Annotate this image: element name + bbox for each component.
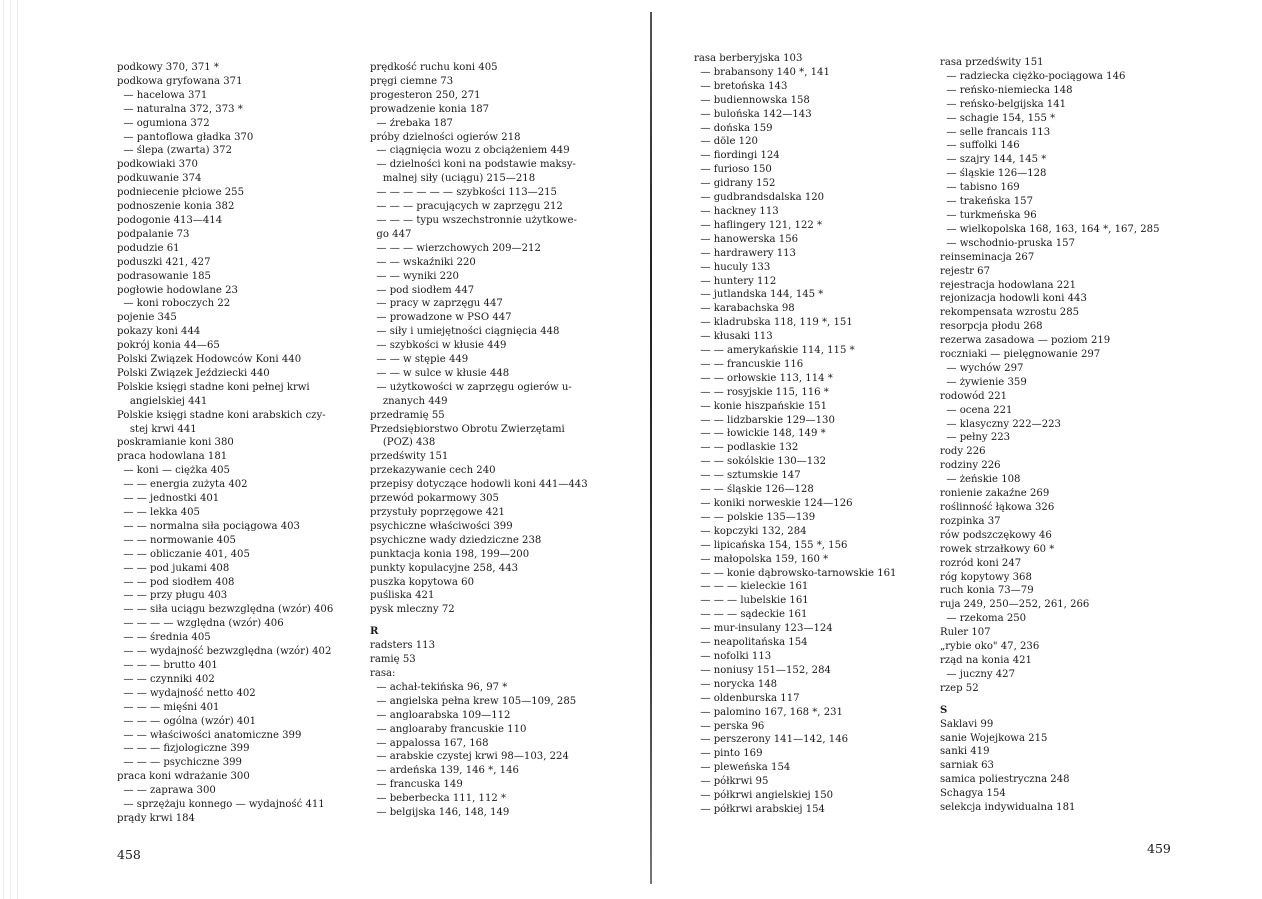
index-entry: — angielska pełna krew 105—109, 285 — [370, 695, 577, 707]
index-entry: — haflingery 121, 122 * — [694, 219, 823, 231]
index-entry: — hacelowa 371 — [117, 89, 208, 101]
index-entry: — dońska 159 — [694, 122, 773, 134]
index-entry: — koni — ciężka 405 — [117, 465, 230, 477]
index-entry: ruch konia 73—79 — [940, 585, 1034, 597]
index-entry: — francuska 149 — [370, 779, 463, 791]
index-entry: podniecenie płciowe 255 — [117, 187, 245, 199]
index-entry: — — — typu wszechstronnie użytkowe- — [370, 214, 577, 226]
index-entry: psychiczne wady dziedziczne 238 — [370, 534, 542, 546]
index-entry: — śląskie 126—128 — [940, 168, 1047, 180]
index-entry: podogonie 413—414 — [117, 214, 223, 226]
index-entry: — noniusy 151—152, 284 — [694, 664, 831, 676]
index-entry: stej krwi 441 — [117, 423, 197, 435]
index-entry: — sprzężaju konnego — wydajność 411 — [117, 799, 325, 811]
index-entry: — — — ogólna (wzór) 401 — [117, 715, 257, 727]
index-entry: — angloarabska 109—112 — [370, 709, 511, 721]
index-entry: — suffolki 146 — [940, 140, 1020, 152]
index-entry: — — czynniki 402 — [117, 673, 215, 685]
index-entry: — — łowickie 148, 149 * — [694, 428, 826, 440]
index-entry: — — jednostki 401 — [117, 493, 220, 505]
index-entry: — schagie 154, 155 * — [940, 112, 1056, 124]
index-entry: — — przy pługu 403 — [117, 590, 228, 602]
index-entry: — ślepa (zwarta) 372 — [117, 145, 233, 157]
index-entry: przedramię 55 — [370, 409, 445, 421]
index-entry: — oldenburska 117 — [694, 692, 800, 704]
index-entry: — furioso 150 — [694, 164, 772, 176]
index-entry: Schagya 154 — [940, 788, 1006, 800]
index-entry: — radziecka ciężko-pociągowa 146 — [940, 70, 1126, 82]
index-entry: — pod siodłem 447 — [370, 284, 475, 296]
index-entry: podudzie 61 — [117, 242, 180, 254]
index-entry: — angloaraby francuskie 110 — [370, 723, 527, 735]
index-entry: — naturalna 372, 373 * — [117, 103, 243, 115]
index-entry: Polski Związek Jeździecki 440 — [117, 367, 270, 379]
index-entry: rejonizacja hodowli koni 443 — [940, 293, 1087, 305]
index-entry: rozród koni 247 — [940, 557, 1022, 569]
index-entry: — — w sulce w kłusie 448 — [370, 367, 510, 379]
index-entry: radsters 113 — [370, 640, 435, 652]
index-entry: — — polskie 135—139 — [694, 511, 816, 523]
index-entry: rozpinka 37 — [940, 515, 1001, 527]
index-entry: — koni roboczych 22 — [117, 298, 231, 310]
index-entry: — wschodnio-pruska 157 — [940, 237, 1076, 249]
index-entry: — — wydajność bezwzględna (wzór) 402 — [117, 646, 332, 658]
page-edge-shadow — [0, 0, 22, 899]
index-entry: podnoszenie konia 382 — [117, 201, 235, 213]
index-entry: prądy krwi 184 — [117, 812, 195, 824]
index-entry: — — zaprawa 300 — [117, 785, 216, 797]
section-letter-r: R — [370, 626, 379, 638]
index-entry: — jutlandska 144, 145 * — [694, 289, 824, 301]
index-entry: — — — — — — szybkości 113—215 — [370, 187, 557, 199]
index-entry: przystuły poprzęgowe 421 — [370, 507, 505, 518]
index-entry: — palomino 167, 168 *, 231 — [694, 706, 843, 718]
index-entry: praca hodowlana 181 — [117, 451, 228, 463]
index-entry: — budiennowska 158 — [694, 94, 810, 106]
index-entry: — ogumiona 372 — [117, 117, 210, 129]
index-entry: samica poliestryczna 248 — [940, 774, 1070, 786]
index-entry: rejestracja hodowlana 221 — [940, 279, 1076, 291]
index-entry: — brabansony 140 *, 141 — [694, 66, 830, 78]
index-entry: — reńsko-niemiecka 148 — [940, 84, 1073, 96]
index-entry: rejestr 67 — [940, 265, 991, 277]
index-entry: puśliska 421 — [370, 590, 435, 602]
index-entry: — döle 120 — [694, 136, 758, 148]
index-entry: — — — mięśni 401 — [117, 701, 220, 713]
index-entry: przepisy dotyczące hodowli koni 441—443 — [370, 479, 588, 491]
index-entry: — szajry 144, 145 * — [940, 154, 1047, 166]
index-entry: — kłusaki 113 — [694, 331, 773, 343]
index-entry: Polskie księgi stadne koni arabskich czy- — [117, 409, 326, 421]
index-entry: — szybkości w kłusie 449 — [370, 340, 507, 352]
index-entry: punkty kopulacyjne 258, 443 — [370, 562, 519, 574]
index-entry: poskramianie koni 380 — [117, 437, 234, 449]
index-entry: — — — fizjologiczne 399 — [117, 743, 250, 755]
index-entry: — belgijska 146, 148, 149 — [370, 807, 510, 819]
index-entry: — — podlaskie 132 — [694, 442, 799, 454]
index-entry: — użytkowości w zaprzęgu ogierów u- — [370, 381, 572, 393]
index-entry: — — sztumskie 147 — [694, 470, 801, 482]
index-entry: — półkrwi 95 — [694, 776, 769, 788]
index-entry: — — rosyjskie 115, 116 * — [694, 386, 829, 398]
index-entry: — — sokólskie 130—132 — [694, 456, 827, 468]
index-entry: przewód pokarmowy 305 — [370, 493, 499, 505]
index-entry: — — — pracujących w zaprzęgu 212 — [370, 201, 563, 213]
index-entry: — — — sądeckie 161 — [694, 609, 808, 621]
index-entry: — — w stępie 449 — [370, 354, 469, 366]
index-entry: przekazywanie cech 240 — [370, 465, 496, 477]
index-entry: — ardeńska 139, 146 *, 146 — [370, 765, 519, 777]
index-entry: — pleweńska 154 — [694, 762, 791, 774]
index-entry: — gudbrandsdalska 120 — [694, 192, 825, 204]
index-entry: praca koni wdrażanie 300 — [117, 771, 250, 783]
index-entry: rasa berberyjska 103 — [694, 53, 803, 64]
index-entry: punktacja konia 198, 199—200 — [370, 548, 530, 560]
index-entry: — fiordingi 124 — [694, 150, 780, 162]
index-entry: róg kopytowy 368 — [940, 571, 1032, 583]
index-entry: rodziny 226 — [940, 460, 1001, 472]
index-entry: podkowy 370, 371 * — [117, 62, 219, 73]
index-entry: — perszerony 141—142, 146 — [694, 734, 849, 746]
index-entry: — lipicańska 154, 155 *, 156 — [694, 539, 848, 551]
index-entry: pysk mleczny 72 — [370, 604, 455, 616]
index-entry: ramię 53 — [370, 654, 416, 666]
index-entry: — — — — względna (wzór) 406 — [117, 618, 284, 630]
index-entry: — gidrany 152 — [694, 178, 776, 190]
index-entry: — hanowerska 156 — [694, 233, 799, 245]
index-entry: podrasowanie 185 — [117, 270, 211, 282]
index-entry: — juczny 427 — [940, 668, 1015, 680]
index-entry: selekcja indywidualna 181 — [940, 802, 1076, 814]
index-entry: — bulońska 142—143 — [694, 108, 812, 120]
index-entry: — prowadzone w PSO 447 — [370, 312, 512, 324]
index-entry: — — — psychiczne 399 — [117, 757, 242, 769]
index-entry: go 447 — [370, 228, 412, 240]
index-entry: — nofolki 113 — [694, 650, 772, 662]
index-entry: — beberbecka 111, 112 * — [370, 793, 507, 805]
index-entry: — — obliczanie 401, 405 — [117, 548, 250, 560]
index-entry: pojenie 345 — [117, 312, 177, 324]
index-entry: ruja 249, 250—252, 261, 266 — [940, 599, 1090, 611]
index-entry: Przedsiębiorstwo Obrotu Zwierzętami — [370, 423, 565, 435]
index-entry: — pinto 169 — [694, 748, 763, 760]
index-entry: — — średnia 405 — [117, 632, 211, 644]
index-entry: rowek strzałkowy 60 * — [940, 543, 1055, 555]
index-entry: sarniak 63 — [940, 760, 994, 772]
index-entry: roczniaki — pielęgnowanie 297 — [940, 349, 1101, 361]
index-entry: rekompensata wzrostu 285 — [940, 307, 1080, 319]
index-entry: sanki 419 — [940, 746, 990, 758]
index-entry: — — wskaźniki 220 — [370, 256, 476, 268]
index-entry: podpalanie 73 — [117, 228, 190, 240]
index-entry: — — — kieleckie 161 — [694, 581, 809, 593]
index-entry: — — lekka 405 — [117, 507, 200, 518]
index-entry: — ocena 221 — [940, 404, 1013, 416]
index-entry: — neapolitańska 154 — [694, 637, 808, 649]
index-entry: — dzielności koni na podstawie maksy- — [370, 159, 576, 171]
index-entry: — — normalna siła pociągowa 403 — [117, 520, 300, 532]
index-entry: poduszki 421, 427 — [117, 256, 211, 268]
index-entry: — achał-tekińska 96, 97 * — [370, 681, 508, 693]
index-entry: — pełny 223 — [940, 432, 1011, 444]
index-entry: prędkość ruchu koni 405 — [370, 62, 498, 73]
section-letter-s: S — [940, 704, 948, 716]
index-entry: — — wyniki 220 — [370, 270, 459, 282]
index-entry: podkuwanie 374 — [117, 173, 202, 185]
index-entry: — rzekoma 250 — [940, 613, 1027, 625]
index-entry: pokazy koni 444 — [117, 326, 201, 338]
index-entry: — huntery 112 — [694, 275, 777, 287]
index-entry: reinseminacja 267 — [940, 251, 1035, 263]
index-entry: angielskiej 441 — [117, 395, 208, 407]
index-entry: progesteron 250, 271 — [370, 89, 481, 101]
index-entry: — trakeńska 157 — [940, 196, 1033, 208]
index-entry: (POZ) 438 — [370, 437, 436, 449]
index-entry: prowadzenie konia 187 — [370, 103, 490, 115]
index-entry: — — francuskie 116 — [694, 358, 804, 370]
index-entry: rodowód 221 — [940, 390, 1008, 402]
index-entry: — — — brutto 401 — [117, 659, 218, 671]
index-entry: psychiczne właściwości 399 — [370, 520, 513, 532]
index-entry: — — — wierzchowych 209—212 — [370, 242, 541, 254]
index-entry: — klasyczny 222—223 — [940, 418, 1061, 430]
index-entry: rząd na konia 421 — [940, 654, 1032, 666]
index-entry: — — właściwości anatomiczne 399 — [117, 729, 302, 741]
index-entry: rezerwa zasadowa — poziom 219 — [940, 335, 1111, 347]
index-entry: — karabachska 98 — [694, 303, 795, 315]
index-entry: — kopczyki 132, 284 — [694, 525, 807, 537]
index-entry: ronienie zakaźne 269 — [940, 488, 1050, 500]
index-entry: rasa przedświty 151 — [940, 57, 1044, 68]
index-entry: podkowiaki 370 — [117, 159, 198, 171]
index-entry: — — — lubelskie 161 — [694, 595, 809, 607]
index-entry: puszka kopytowa 60 — [370, 576, 475, 588]
index-entry: — półkrwi arabskiej 154 — [694, 803, 825, 815]
index-entry: — tabisno 169 — [940, 182, 1020, 194]
page-number-right: 459 — [1147, 841, 1171, 856]
book-gutter — [650, 12, 652, 884]
index-entry: pokrój konia 44—65 — [117, 340, 220, 352]
index-entry: — — orłowskie 113, 114 * — [694, 372, 833, 384]
index-entry: — — konie dąbrowsko-tarnowskie 161 — [694, 567, 897, 579]
index-entry: — — amerykańskie 114, 115 * — [694, 345, 855, 357]
index-entry: sanie Wojejkowa 215 — [940, 732, 1048, 744]
index-entry: — małopolska 159, 160 * — [694, 553, 829, 565]
index-entry: — żeńskie 108 — [940, 474, 1021, 486]
left-page-column-1 — [117, 61, 357, 826]
index-entry: rzep 52 — [940, 682, 979, 694]
index-entry: — perska 96 — [694, 720, 765, 732]
index-entry: przedświty 151 — [370, 451, 449, 463]
index-entry: Saklavi 99 — [940, 718, 994, 730]
index-entry: rów podszczękowy 46 — [940, 529, 1052, 541]
index-entry: Ruler 107 — [940, 627, 991, 639]
index-entry: — — pod siodłem 408 — [117, 576, 235, 588]
index-entry: — — wydajność netto 402 — [117, 687, 256, 699]
index-entry: — — normowanie 405 — [117, 534, 236, 546]
index-entry: — — energia zużyta 402 — [117, 479, 248, 491]
index-entry: — bretońska 143 — [694, 80, 788, 92]
index-entry: — turkmeńska 96 — [940, 209, 1037, 221]
index-entry: resorpcja płodu 268 — [940, 321, 1043, 333]
index-entry: — selle francais 113 — [940, 126, 1051, 138]
index-entry: — wielkopolska 168, 163, 164 *, 167, 285 — [940, 223, 1160, 235]
index-entry: — źrebaka 187 — [370, 117, 453, 129]
index-entry: — reńsko-belgijska 141 — [940, 98, 1067, 110]
right-page-column-1 — [694, 52, 934, 817]
index-entry: — koniki norweskie 124—126 — [694, 498, 853, 509]
page-number-left: 458 — [117, 847, 141, 862]
index-entry: — półkrwi angielskiej 150 — [694, 790, 834, 802]
index-entry: — — śląskie 126—128 — [694, 484, 814, 496]
index-entry: rody 226 — [940, 446, 986, 458]
index-entry: — ciągnięcia wozu z obciążeniem 449 — [370, 145, 570, 157]
left-page-column-2 — [370, 61, 610, 820]
index-entry: — appalossa 167, 168 — [370, 737, 489, 749]
index-entry: — hardrawery 113 — [694, 247, 796, 259]
index-entry: — kladrubska 118, 119 *, 151 — [694, 317, 853, 329]
index-entry: — konie hiszpańskie 151 — [694, 400, 828, 412]
index-entry: — siły i umiejętności ciągnięcia 448 — [370, 326, 560, 338]
index-entry: — — lidzbarskie 129—130 — [694, 414, 835, 426]
index-entry: malnej siły (uciągu) 215—218 — [370, 173, 536, 185]
index-entry: — żywienie 359 — [940, 376, 1027, 388]
index-entry: próby dzielności ogierów 218 — [370, 131, 521, 143]
index-entry: roślinność łąkowa 326 — [940, 502, 1055, 513]
index-entry: — huculy 133 — [694, 261, 771, 273]
index-entry: — wychów 297 — [940, 362, 1024, 374]
index-entry: — pracy w zaprzęgu 447 — [370, 298, 503, 310]
index-entry: „rybie oko" 47, 236 — [940, 641, 1040, 653]
index-entry: rasa: — [370, 667, 396, 679]
index-entry: podkowa gryfowana 371 — [117, 75, 243, 87]
index-entry: — pantoflowa gładka 370 — [117, 131, 254, 143]
index-entry: pręgi ciemne 73 — [370, 75, 454, 87]
index-entry: — mur-insulany 123—124 — [694, 623, 833, 635]
index-entry: pogłowie hodowlane 23 — [117, 284, 238, 296]
index-entry: znanych 449 — [370, 395, 448, 407]
right-page-column-2 — [940, 56, 1200, 815]
index-entry: Polski Związek Hodowców Koni 440 — [117, 354, 302, 366]
index-entry: — — siła uciągu bezwzględna (wzór) 406 — [117, 604, 334, 616]
index-entry: — arabskie czystej krwi 98—103, 224 — [370, 751, 569, 763]
index-entry: — norycka 148 — [694, 678, 778, 690]
index-entry: — hackney 113 — [694, 205, 779, 217]
index-entry: Polskie księgi stadne koni pełnej krwi — [117, 381, 310, 393]
index-entry: — — pod jukami 408 — [117, 562, 230, 574]
